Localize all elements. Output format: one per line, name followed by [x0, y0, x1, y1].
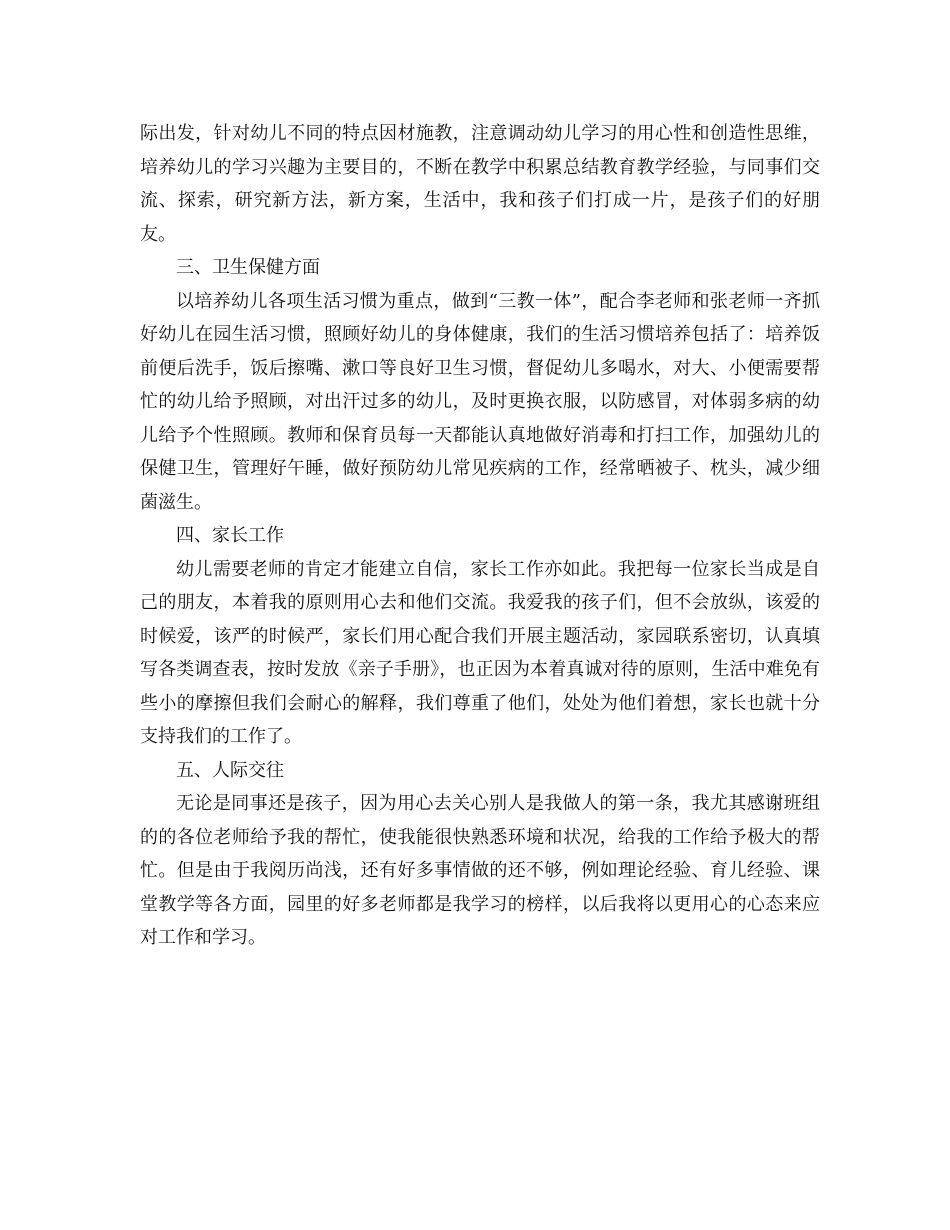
- paragraph-continuation: 际出发，针对幼儿不同的特点因材施教，注意调动幼儿学习的用心性和创造性思维，培养幼儿的学习兴趣为主要目的，不断在教学中积累总结教育教学经验，与同事们交流、探索，研究新方法，新方案，生活中，我和孩子们打成一片，是孩子们的好朋友。: [140, 123, 820, 245]
- paragraph-hygiene: 以培养幼儿各项生活习惯为重点，做到“三教一体”，配合李老师和张老师一齐抓好幼儿在园生活习惯，照顾好幼儿的身体健康，我们的生活习惯培养包括了：培养饭前便后洗手，饭后擦嘴、漱口等良好卫生习惯，督促幼儿多喝水，对大、小便需要帮忙的幼儿给予照顾，对出汗过多的幼儿，及时更换衣服，以防感冒，对体弱多病的幼儿给予个性照顾。教师和保育员每一天都能认真地做好消毒和打扫工作，加强幼儿的保健卫生，管理好午睡，做好预防幼儿常见疾病的工作，经常晒被子、枕头，减少细菌滋生。: [140, 290, 820, 513]
- section-heading-hygiene: 三、卫生保健方面: [176, 257, 320, 278]
- paragraph-relations: 无论是同事还是孩子，因为用心去关心别人是我做人的第一条，我尤其感谢班组的的各位老师给予我的帮忙，使我能很快熟悉环境和状况，给我的工作给予极大的帮忙。但是由于我阅历尚浅，还有好多事情做的还不够，例如理论经验、育儿经验、课堂教学等各方面，园里的好多老师都是我学习的榜样，以后我将以更用心的心态来应对工作和学习。: [140, 793, 820, 948]
- section-heading-parents: 四、家长工作: [176, 525, 284, 546]
- document-page: [140, 117, 820, 955]
- paragraph-parents: 幼儿需要老师的肯定才能建立自信，家长工作亦如此。我把每一位家长当成是自己的朋友，本着我的原则用心去和他们交流。我爱我的孩子们，但不会放纵，该爱的时候爱，该严的时候严，家长们用心配合我们开展主题活动，家园联系密切，认真填写各类调查表，按时发放《亲子手册》，也正因为本着真诚对待的原则，生活中难免有些小的摩擦但我们会耐心的解释，我们尊重了他们，处处为他们着想，家长也就十分支持我们的工作了。: [140, 558, 820, 747]
- section-heading-relations: 五、人际交往: [176, 759, 284, 781]
